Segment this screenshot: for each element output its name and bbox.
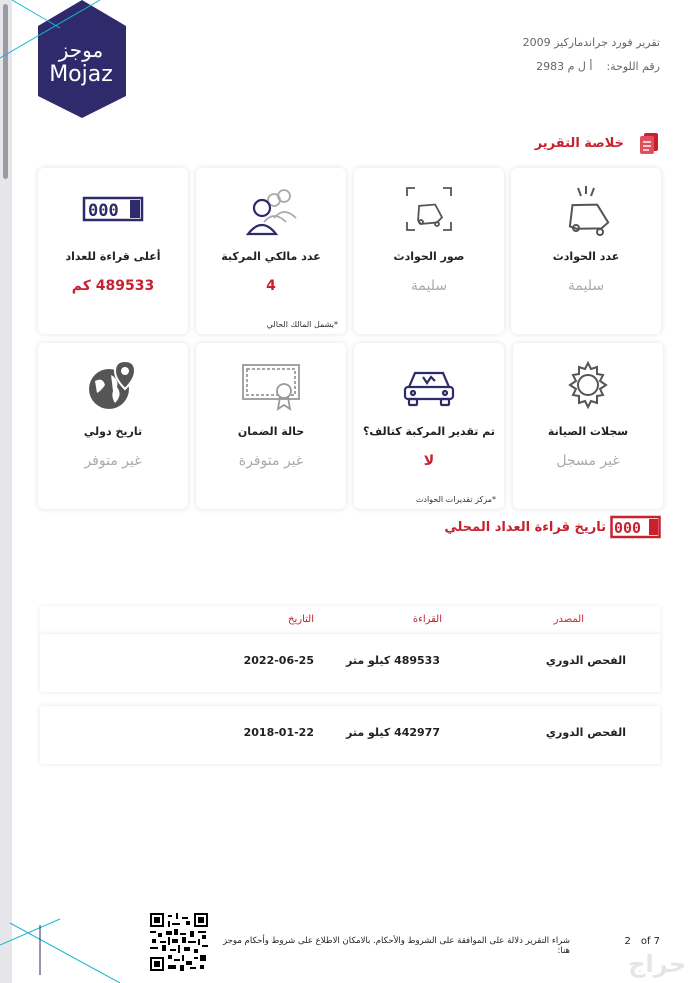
page-total: of 7 <box>640 936 660 947</box>
card-max-odometer <box>38 168 188 334</box>
decorative-lines-icon <box>0 905 140 983</box>
document-icon <box>638 132 660 160</box>
card-value: غير متوفر <box>84 453 142 469</box>
logo-english-text: Mojaz <box>49 62 113 87</box>
card-label: صور الحوادث <box>393 250 465 263</box>
svg-text:000: 000 <box>88 201 119 221</box>
globe-pin-icon <box>38 357 188 413</box>
row-reading: 442977 كيلو متر <box>345 726 440 739</box>
card-value: سليمة <box>567 278 605 294</box>
card-value: غير مسجل <box>556 453 620 469</box>
page-current: 2 <box>624 936 631 947</box>
summary-title: خلاصة التقرير <box>534 136 624 151</box>
card-label: حالة الضمان <box>237 425 305 438</box>
table-header <box>40 606 660 634</box>
card-label: عدد الحوادث <box>552 250 620 263</box>
odometer-icon <box>38 182 188 238</box>
column-source: المصدر <box>553 614 584 625</box>
row-reading: 489533 كيلو متر <box>345 654 440 667</box>
qr-code[interactable] <box>150 913 208 975</box>
card-label: تم تقدير المركبة كتالف؟ <box>363 425 495 438</box>
mojaz-logo <box>0 0 140 130</box>
owners-icon <box>196 182 346 238</box>
certificate-icon <box>196 357 346 413</box>
row-source: الفحص الدوري <box>545 726 626 739</box>
logo-arabic-text: موجز <box>58 38 104 62</box>
card-total-loss <box>354 343 504 509</box>
card-maintenance-records <box>513 343 663 509</box>
row-date: 2018-01-22 <box>243 726 314 739</box>
watermark-text: حراج <box>628 950 686 978</box>
row-source: الفحص الدوري <box>545 654 626 667</box>
row-date: 2022-06-25 <box>243 654 314 667</box>
plate-value: أ ل م 2983 <box>536 60 593 73</box>
terms-text: شراء التقرير دلالة على الموافقة على الشروط والأحكام. بالامكان الاطلاع على شروط وأحكام موجز هنا: <box>222 936 570 956</box>
card-label: سجلات الصيانة <box>547 425 629 438</box>
column-date: التاريخ <box>288 614 314 625</box>
card-note: *يشمل المالك الحالي <box>266 320 338 329</box>
odometer-icon <box>610 515 662 543</box>
odometer-history-title: تاريخ قراءة العداد المحلي <box>444 520 606 535</box>
card-accident-photos <box>354 168 504 334</box>
card-accidents-count <box>511 168 661 334</box>
report-title: تقرير فورد جراندماركيز 2009 <box>522 36 660 49</box>
card-label: عدد مالكي المركبة <box>221 250 321 263</box>
card-value: غير متوفرة <box>238 453 304 469</box>
table-row <box>40 706 660 764</box>
table-row <box>40 634 660 692</box>
plate-label: رقم اللوحة: <box>606 60 660 73</box>
card-value: لا <box>423 453 435 469</box>
car-crash-icon <box>511 182 661 238</box>
column-reading: القراءة <box>412 614 442 625</box>
car-photo-icon <box>354 182 504 238</box>
card-label: تاريخ دولي <box>83 425 143 438</box>
card-value: 489533 كم <box>71 278 155 294</box>
card-label: أعلى قراءة للعداد <box>65 250 161 263</box>
gear-icon <box>513 357 663 413</box>
card-international-history <box>38 343 188 509</box>
svg-text:000: 000 <box>614 519 642 537</box>
plate-number <box>536 60 660 73</box>
card-note: *مركز تقديرات الحوادث <box>415 495 496 504</box>
card-value: سليمة <box>410 278 448 294</box>
scrollbar[interactable] <box>0 0 12 983</box>
card-value: 4 <box>266 278 276 294</box>
card-warranty-status <box>196 343 346 509</box>
car-front-icon <box>354 357 504 413</box>
card-owners-count <box>196 168 346 334</box>
page-indicator <box>624 936 660 947</box>
